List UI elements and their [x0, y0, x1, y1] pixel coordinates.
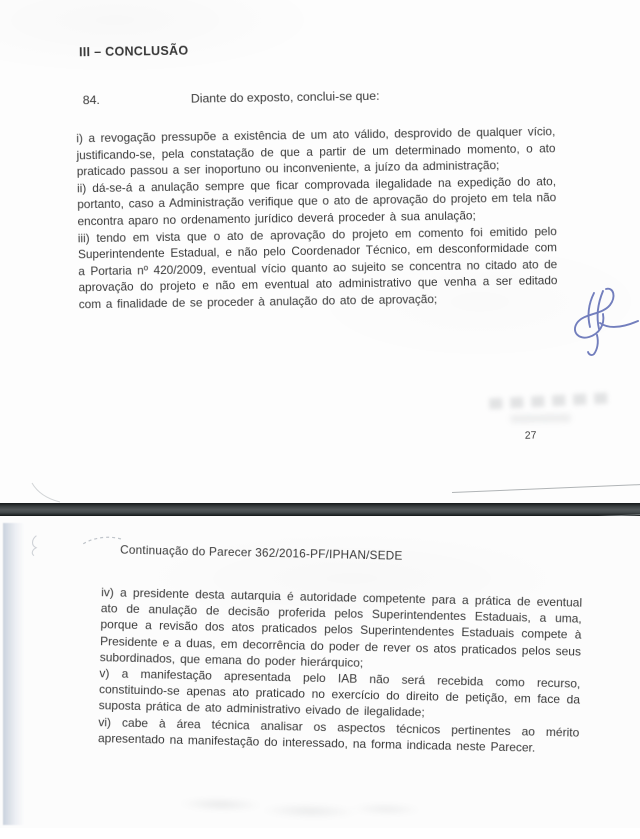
scan-smudge: [169, 794, 424, 824]
legal-paragraph-i: i) a revogação pressupõe a existência de um ato válido, desprovido de qualquer vício, justificando-se, pela constatação de que a partir de um determinado momento, o ato praticado passou a ser inoportuno ou inconveniente, a juízo da administração;: [76, 124, 556, 179]
item-84-row: [83, 86, 563, 107]
legal-paragraph-iii: iii) tendo em vista que o ato de aprovação do projeto em comento foi emitido pelo Superintendente Estadual, e não pelo Coordenador Técnico, em desconformidade com a Portaria nº 420/2009, eventual vício quanto ao sujeito se concentra no citado ato de aprovação do projeto e não em eventual ato administrativo que venha a ser editado com a finalidade de se proceder à anulação do ato de aprovação;: [77, 223, 558, 312]
page-number: 27: [524, 429, 537, 442]
intro-text: Diante do exposto, conclui-se que:: [190, 88, 380, 106]
scanned-page-2: [0, 516, 640, 828]
ink-bleed-smudge: [510, 414, 570, 423]
signature-scribble: [556, 283, 640, 357]
item-number: 84.: [82, 92, 100, 108]
legal-paragraph-v: v) a manifestação apresentada pelo IAB não será recebida como recurso, constituindo-se apenas ato praticado no exercício do direito de petição, em face da suposta prática de ato administrativo eivado de ilegalidade;: [98, 666, 581, 720]
pencil-dash-mark: [82, 533, 124, 548]
conclusion-items-block-2: [98, 584, 582, 756]
page-2-content: [0, 513, 640, 839]
section-heading: III – CONCLUSÃO: [78, 43, 189, 60]
legal-paragraph-iv: iv) a presidente desta autarquia é autoridade competente para a prática de eventual ato de anulação de decisão proferida pelos Superintendentes Estaduais, a uma, porque a revisão dos atos praticados pelos Superintendentes Estaduais compete à Presidente e a duas, em decorrência do poder de rever os atos praticados pelos seus subordinados, que emana do poder hierárquico;: [99, 585, 583, 670]
legal-paragraph-ii: ii) dá-se-á a anulação sempre que ficar comprovada ilegalidade na expedição do ato, portanto, caso a Administração verifique que o ato de aprovação do projeto em tela não encontra aparo no ordenamento jurídico deverá proceder à sua anulação;: [76, 173, 557, 229]
conclusion-items-block: [76, 123, 558, 313]
continuation-header: Continuação do Parecer 362/2016-PF/IPHAN/SEDE: [119, 542, 403, 563]
legal-paragraph-vi: vi) cabe à área técnica analisar os aspectos técnicos pertinentes ao mérito apresentado na manifestação do interessado, na forma indicada neste Parecer.: [97, 714, 580, 755]
pencil-scribble-mark: [27, 534, 44, 558]
ink-bleed-smudge: [489, 392, 615, 409]
scan-corner-mark: [28, 482, 62, 504]
signature-icon: [556, 283, 640, 357]
